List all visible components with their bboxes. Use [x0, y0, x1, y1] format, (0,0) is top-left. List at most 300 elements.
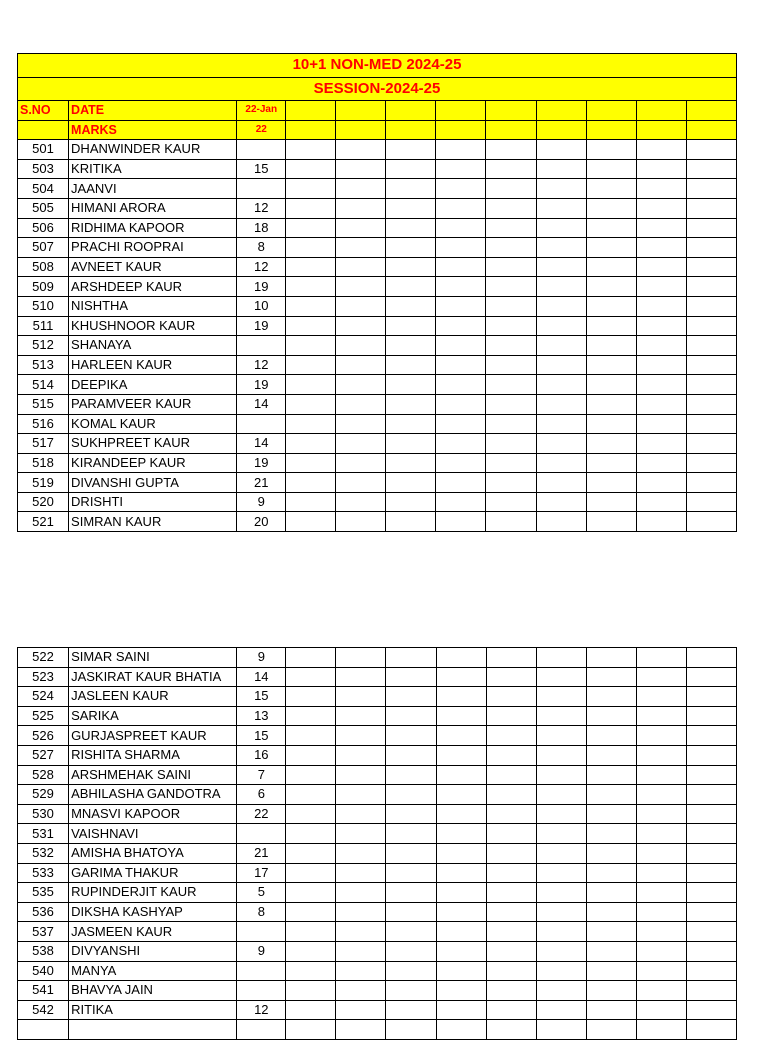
student-row — [18, 277, 737, 297]
sheet-title: 10+1 NON-MED 2024-25 — [18, 54, 737, 78]
empty-test-cell — [586, 296, 636, 316]
empty-test-cell — [336, 981, 386, 1001]
student-marks: 14 — [237, 394, 286, 414]
empty-test-cell — [586, 687, 636, 707]
student-name: HARLEEN KAUR — [69, 355, 237, 375]
empty-test-cell — [536, 981, 586, 1001]
student-name: NISHTHA — [69, 296, 237, 316]
empty-header-cell — [636, 120, 686, 140]
student-marks: 16 — [237, 745, 286, 765]
empty-test-cell — [336, 843, 386, 863]
empty-test-cell — [686, 941, 736, 961]
empty-test-cell — [636, 1020, 686, 1040]
student-row — [18, 453, 737, 473]
student-row — [18, 296, 737, 316]
empty-test-cell — [686, 745, 736, 765]
empty-test-cell — [586, 375, 636, 395]
empty-header-cell — [286, 120, 336, 140]
student-row — [18, 706, 737, 726]
empty-test-cell — [686, 434, 736, 454]
empty-test-cell — [536, 296, 586, 316]
empty-test-cell — [486, 296, 536, 316]
student-row — [18, 316, 737, 336]
empty-test-cell — [436, 981, 486, 1001]
student-marks: 15 — [237, 687, 286, 707]
empty-test-cell — [486, 198, 536, 218]
student-row — [18, 198, 737, 218]
student-marks: 19 — [237, 277, 286, 297]
student-sno: 531 — [18, 824, 69, 844]
empty-test-cell — [536, 316, 586, 336]
empty-test-cell — [286, 922, 336, 942]
empty-test-cell — [336, 277, 386, 297]
student-name: SIMAR SAINI — [69, 648, 237, 668]
empty-test-cell — [636, 218, 686, 238]
empty-test-cell — [486, 316, 536, 336]
empty-test-cell — [386, 922, 436, 942]
empty-test-cell — [486, 843, 536, 863]
empty-test-cell — [536, 394, 586, 414]
empty-test-cell — [336, 745, 386, 765]
empty-test-cell — [336, 961, 386, 981]
marks-sheet-page-1 — [17, 53, 737, 532]
empty-test-cell — [436, 687, 486, 707]
empty-test-cell — [286, 648, 336, 668]
empty-test-cell — [386, 863, 436, 883]
empty-test-cell — [286, 434, 336, 454]
empty-test-cell — [536, 824, 586, 844]
empty-test-cell — [586, 726, 636, 746]
empty-test-cell — [436, 336, 486, 356]
empty-test-cell — [536, 414, 586, 434]
student-marks: 8 — [237, 238, 286, 258]
student-row — [18, 745, 737, 765]
empty-test-cell — [536, 648, 586, 668]
empty-test-cell — [286, 512, 336, 532]
empty-test-cell — [486, 981, 536, 1001]
empty-test-cell — [686, 726, 736, 746]
student-marks: 19 — [237, 316, 286, 336]
empty-test-cell — [286, 981, 336, 1001]
student-row — [18, 883, 737, 903]
student-marks — [237, 981, 286, 1001]
empty-test-cell — [636, 492, 686, 512]
empty-test-cell — [286, 824, 336, 844]
empty-test-cell — [436, 667, 486, 687]
student-sno: 524 — [18, 687, 69, 707]
empty-test-cell — [636, 434, 686, 454]
empty-test-cell — [436, 648, 486, 668]
empty-test-cell — [586, 648, 636, 668]
empty-test-cell — [436, 277, 486, 297]
student-marks: 15 — [237, 159, 286, 179]
empty-test-cell — [286, 159, 336, 179]
student-name — [69, 1020, 237, 1040]
empty-test-cell — [686, 179, 736, 199]
empty-test-cell — [686, 159, 736, 179]
empty-test-cell — [436, 726, 486, 746]
empty-test-cell — [336, 492, 386, 512]
student-sno: 525 — [18, 706, 69, 726]
empty-test-cell — [286, 492, 336, 512]
student-marks: 12 — [237, 198, 286, 218]
empty-test-cell — [536, 902, 586, 922]
empty-test-cell — [686, 355, 736, 375]
empty-test-cell — [286, 1000, 336, 1020]
empty-test-cell — [386, 198, 436, 218]
empty-test-cell — [436, 296, 486, 316]
empty-test-cell — [686, 257, 736, 277]
empty-test-cell — [336, 140, 386, 160]
empty-test-cell — [686, 238, 736, 258]
student-marks: 9 — [237, 648, 286, 668]
student-row — [18, 765, 737, 785]
student-sno: 540 — [18, 961, 69, 981]
empty-test-cell — [586, 277, 636, 297]
student-sno: 510 — [18, 296, 69, 316]
empty-header-cell — [436, 101, 486, 121]
empty-test-cell — [286, 961, 336, 981]
empty-test-cell — [486, 804, 536, 824]
empty-test-cell — [436, 824, 486, 844]
student-marks — [237, 179, 286, 199]
empty-test-cell — [386, 238, 436, 258]
student-name: RUPINDERJIT KAUR — [69, 883, 237, 903]
empty-test-cell — [586, 336, 636, 356]
empty-test-cell — [586, 492, 636, 512]
student-sno: 535 — [18, 883, 69, 903]
empty-test-cell — [636, 159, 686, 179]
empty-test-cell — [286, 316, 336, 336]
empty-test-cell — [686, 883, 736, 903]
empty-test-cell — [336, 414, 386, 434]
student-row — [18, 687, 737, 707]
empty-test-cell — [586, 257, 636, 277]
student-marks — [237, 961, 286, 981]
empty-test-cell — [486, 706, 536, 726]
empty-test-cell — [286, 355, 336, 375]
student-sno: 507 — [18, 238, 69, 258]
empty-header-cell — [686, 101, 736, 121]
empty-test-cell — [536, 883, 586, 903]
student-name: JASLEEN KAUR — [69, 687, 237, 707]
empty-test-cell — [386, 785, 436, 805]
empty-test-cell — [286, 218, 336, 238]
test-date: 22-Jan — [237, 101, 286, 121]
student-marks: 9 — [237, 941, 286, 961]
empty-test-cell — [636, 726, 686, 746]
empty-test-cell — [386, 336, 436, 356]
empty-test-cell — [286, 843, 336, 863]
student-sno: 518 — [18, 453, 69, 473]
empty-test-cell — [386, 804, 436, 824]
student-row — [18, 394, 737, 414]
empty-test-cell — [486, 961, 536, 981]
empty-test-cell — [486, 648, 536, 668]
empty-test-cell — [586, 159, 636, 179]
empty-test-cell — [336, 434, 386, 454]
empty-header-cell — [336, 101, 386, 121]
empty-test-cell — [636, 941, 686, 961]
student-row — [18, 434, 737, 454]
empty-test-cell — [686, 785, 736, 805]
student-name: KHUSHNOOR KAUR — [69, 316, 237, 336]
empty-header-cell — [486, 101, 536, 121]
empty-test-cell — [586, 883, 636, 903]
empty-test-cell — [286, 804, 336, 824]
sno-header: S.NO — [18, 101, 69, 121]
empty-test-cell — [686, 414, 736, 434]
empty-test-cell — [686, 1020, 736, 1040]
student-name: RITIKA — [69, 1000, 237, 1020]
empty-test-cell — [686, 902, 736, 922]
empty-test-cell — [636, 355, 686, 375]
empty-test-cell — [436, 1020, 486, 1040]
empty-test-cell — [536, 863, 586, 883]
empty-test-cell — [586, 355, 636, 375]
student-sno: 506 — [18, 218, 69, 238]
student-row — [18, 512, 737, 532]
student-name: SHANAYA — [69, 336, 237, 356]
empty-test-cell — [486, 394, 536, 414]
empty-test-cell — [636, 922, 686, 942]
student-name: PARAMVEER KAUR — [69, 394, 237, 414]
empty-test-cell — [386, 1020, 436, 1040]
student-marks — [237, 824, 286, 844]
empty-test-cell — [636, 277, 686, 297]
empty-test-cell — [336, 922, 386, 942]
empty-test-cell — [636, 257, 686, 277]
empty-test-cell — [436, 961, 486, 981]
student-name: SARIKA — [69, 706, 237, 726]
empty-test-cell — [586, 863, 636, 883]
empty-test-cell — [486, 453, 536, 473]
empty-test-cell — [636, 473, 686, 493]
empty-test-cell — [436, 902, 486, 922]
empty-test-cell — [586, 218, 636, 238]
empty-test-cell — [586, 667, 636, 687]
student-name: KIRANDEEP KAUR — [69, 453, 237, 473]
student-row — [18, 922, 737, 942]
empty-test-cell — [286, 453, 336, 473]
session-title: SESSION-2024-25 — [18, 77, 737, 101]
student-row — [18, 648, 737, 668]
student-row — [18, 140, 737, 160]
empty-test-cell — [286, 296, 336, 316]
empty-test-cell — [536, 434, 586, 454]
empty-test-cell — [536, 140, 586, 160]
empty-test-cell — [636, 198, 686, 218]
empty-test-cell — [436, 883, 486, 903]
empty-test-cell — [486, 922, 536, 942]
student-sno: 509 — [18, 277, 69, 297]
empty-test-cell — [436, 765, 486, 785]
empty-test-cell — [586, 198, 636, 218]
empty-test-cell — [486, 745, 536, 765]
empty-test-cell — [586, 941, 636, 961]
empty-header-cell — [286, 101, 336, 121]
empty-test-cell — [636, 179, 686, 199]
empty-test-cell — [286, 198, 336, 218]
student-marks: 7 — [237, 765, 286, 785]
empty-test-cell — [386, 1000, 436, 1020]
empty-test-cell — [336, 336, 386, 356]
empty-test-cell — [386, 726, 436, 746]
empty-test-cell — [686, 648, 736, 668]
empty-test-cell — [686, 375, 736, 395]
empty-test-cell — [286, 667, 336, 687]
empty-test-cell — [436, 375, 486, 395]
empty-test-cell — [686, 473, 736, 493]
student-sno: 519 — [18, 473, 69, 493]
student-marks: 12 — [237, 355, 286, 375]
empty-test-cell — [636, 667, 686, 687]
empty-test-cell — [386, 492, 436, 512]
student-row — [18, 159, 737, 179]
max-marks: 22 — [237, 120, 286, 140]
student-name: DHANWINDER KAUR — [69, 140, 237, 160]
empty-test-cell — [436, 434, 486, 454]
student-sno: 542 — [18, 1000, 69, 1020]
student-row — [18, 843, 737, 863]
empty-test-cell — [486, 277, 536, 297]
student-name: MANYA — [69, 961, 237, 981]
student-row — [18, 667, 737, 687]
empty-test-cell — [386, 140, 436, 160]
student-marks: 12 — [237, 1000, 286, 1020]
student-sno: 522 — [18, 648, 69, 668]
empty-test-cell — [636, 394, 686, 414]
empty-test-cell — [486, 375, 536, 395]
student-marks: 21 — [237, 473, 286, 493]
empty-test-cell — [536, 179, 586, 199]
marks-sheet-page-2 — [17, 647, 737, 1040]
student-row — [18, 1000, 737, 1020]
student-row — [18, 726, 737, 746]
empty-test-cell — [486, 355, 536, 375]
empty-test-cell — [336, 785, 386, 805]
student-sno: 501 — [18, 140, 69, 160]
empty-test-cell — [536, 726, 586, 746]
empty-test-cell — [686, 843, 736, 863]
empty-test-cell — [286, 238, 336, 258]
empty-test-cell — [486, 824, 536, 844]
empty-test-cell — [586, 765, 636, 785]
empty-test-cell — [336, 1000, 386, 1020]
empty-test-cell — [386, 843, 436, 863]
empty-test-cell — [536, 667, 586, 687]
student-sno: 523 — [18, 667, 69, 687]
empty-test-cell — [286, 277, 336, 297]
empty-test-cell — [386, 414, 436, 434]
empty-test-cell — [286, 902, 336, 922]
empty-test-cell — [336, 667, 386, 687]
empty-test-cell — [486, 512, 536, 532]
student-marks — [237, 336, 286, 356]
empty-test-cell — [586, 394, 636, 414]
empty-test-cell — [586, 434, 636, 454]
empty-header-cell — [486, 120, 536, 140]
student-name: DEEPIKA — [69, 375, 237, 395]
empty-test-cell — [686, 863, 736, 883]
empty-test-cell — [686, 706, 736, 726]
empty-test-cell — [486, 785, 536, 805]
empty-test-cell — [536, 453, 586, 473]
student-sno: 515 — [18, 394, 69, 414]
student-sno: 511 — [18, 316, 69, 336]
empty-test-cell — [636, 1000, 686, 1020]
student-row — [18, 961, 737, 981]
empty-test-cell — [336, 512, 386, 532]
empty-test-cell — [536, 765, 586, 785]
empty-test-cell — [586, 1020, 636, 1040]
empty-test-cell — [636, 375, 686, 395]
empty-header-cell — [536, 120, 586, 140]
empty-test-cell — [286, 745, 336, 765]
student-sno: 526 — [18, 726, 69, 746]
student-row — [18, 1020, 737, 1040]
student-row — [18, 414, 737, 434]
empty-test-cell — [686, 1000, 736, 1020]
empty-test-cell — [436, 218, 486, 238]
empty-test-cell — [486, 434, 536, 454]
empty-test-cell — [686, 218, 736, 238]
student-marks: 19 — [237, 375, 286, 395]
empty-test-cell — [436, 355, 486, 375]
empty-test-cell — [486, 902, 536, 922]
empty-test-cell — [586, 922, 636, 942]
empty-test-cell — [586, 1000, 636, 1020]
student-name: RIDHIMA KAPOOR — [69, 218, 237, 238]
student-row — [18, 179, 737, 199]
empty-test-cell — [536, 961, 586, 981]
empty-test-cell — [586, 316, 636, 336]
empty-test-cell — [686, 492, 736, 512]
empty-test-cell — [536, 492, 586, 512]
empty-test-cell — [386, 902, 436, 922]
student-marks: 19 — [237, 453, 286, 473]
student-sno: 536 — [18, 902, 69, 922]
empty-test-cell — [486, 726, 536, 746]
student-row — [18, 785, 737, 805]
empty-test-cell — [386, 706, 436, 726]
empty-test-cell — [336, 824, 386, 844]
empty-test-cell — [486, 1000, 536, 1020]
empty-test-cell — [486, 1020, 536, 1040]
empty-test-cell — [536, 745, 586, 765]
student-marks: 13 — [237, 706, 286, 726]
empty-test-cell — [586, 238, 636, 258]
empty-test-cell — [686, 667, 736, 687]
empty-header-cell — [636, 101, 686, 121]
empty-test-cell — [336, 648, 386, 668]
empty-test-cell — [636, 316, 686, 336]
student-row — [18, 238, 737, 258]
empty-test-cell — [386, 961, 436, 981]
empty-test-cell — [336, 883, 386, 903]
empty-test-cell — [386, 179, 436, 199]
student-marks: 14 — [237, 667, 286, 687]
student-marks: 6 — [237, 785, 286, 805]
empty-header-cell — [536, 101, 586, 121]
empty-test-cell — [636, 140, 686, 160]
empty-test-cell — [586, 804, 636, 824]
empty-test-cell — [536, 1000, 586, 1020]
empty-test-cell — [486, 765, 536, 785]
student-row — [18, 257, 737, 277]
empty-test-cell — [386, 277, 436, 297]
empty-test-cell — [536, 687, 586, 707]
